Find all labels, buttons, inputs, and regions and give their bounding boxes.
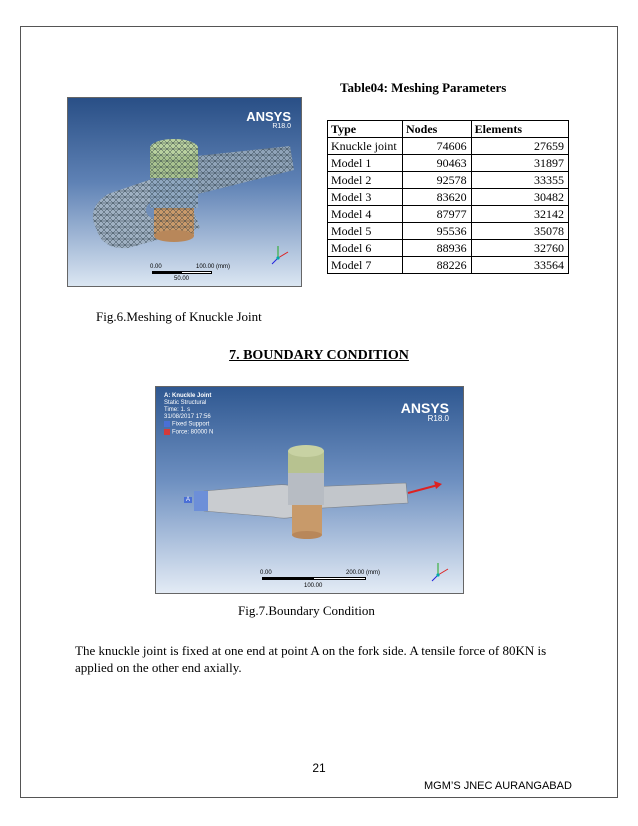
cell-type: Model 2 <box>328 172 403 189</box>
scale-right-label: 200.00 (mm) <box>346 570 381 576</box>
info-line: Time: 1. s <box>164 407 191 413</box>
ansys-version: R18.0 <box>427 414 449 423</box>
table-row <box>328 155 569 172</box>
scale-bar <box>262 577 366 580</box>
knuckle-joint-drawing <box>156 387 464 594</box>
ansys-logo-text: ANSYS <box>400 400 449 416</box>
ansys-logo-text: ANSYS <box>246 109 291 124</box>
cell-nodes: 87977 <box>403 206 472 223</box>
boundary-condition-figure-image <box>155 386 464 594</box>
scale-right-label: 100.00 (mm) <box>196 264 231 270</box>
cell-elements: 32142 <box>471 206 568 223</box>
page-number: 21 <box>312 761 326 775</box>
table-caption: Table04: Meshing Parameters <box>340 80 507 95</box>
cell-elements: 35078 <box>471 223 568 240</box>
point-a-label: A <box>186 497 191 503</box>
info-title: A: Knuckle Joint <box>164 393 212 399</box>
cell-nodes: 88936 <box>403 240 472 257</box>
scale-bar <box>152 271 212 274</box>
cell-elements: 33355 <box>471 172 568 189</box>
table-row <box>328 240 569 257</box>
cell-type: Model 1 <box>328 155 403 172</box>
meshed-knuckle-joint-drawing <box>68 98 302 287</box>
body-paragraph: The knuckle joint is fixed at one end at point A on the fork side. A tensile force of 80KN is applied on the other end axially. <box>75 643 547 675</box>
fig6-caption: Fig.6.Meshing of Knuckle Joint <box>96 309 262 324</box>
table-row <box>328 223 569 240</box>
cell-nodes: 83620 <box>403 189 472 206</box>
cell-type: Model 6 <box>328 240 403 257</box>
legend-label: Force: 80000 N <box>172 429 214 436</box>
ansys-version: R18.0 <box>272 123 291 130</box>
fig7-caption: Fig.7.Boundary Condition <box>238 603 375 618</box>
cell-elements: 30482 <box>471 189 568 206</box>
footer-text: MGM’S JNEC AURANGABAD <box>424 780 572 792</box>
cell-nodes: 88226 <box>403 257 472 274</box>
info-line: 31/08/2017 17:56 <box>164 414 211 420</box>
cell-type: Model 7 <box>328 257 403 274</box>
legend-label: Fixed Support <box>172 421 210 428</box>
table-row <box>328 189 569 206</box>
cell-nodes: 74606 <box>403 138 472 155</box>
cell-elements: 27659 <box>471 138 568 155</box>
cell-elements: 32760 <box>471 240 568 257</box>
scale-mid-label: 50.00 <box>174 276 190 282</box>
cell-type: Knuckle joint <box>328 138 403 155</box>
table-header-row <box>328 121 569 138</box>
header-elements: Elements <box>471 121 568 138</box>
cell-nodes: 92578 <box>403 172 472 189</box>
mesh-figure-image <box>67 97 302 287</box>
cell-type: Model 5 <box>328 223 403 240</box>
cell-nodes: 90463 <box>403 155 472 172</box>
cell-elements: 31897 <box>471 155 568 172</box>
table-row <box>328 172 569 189</box>
table-row <box>328 206 569 223</box>
scale-left-label: 0.00 <box>150 264 162 270</box>
cell-nodes: 95536 <box>403 223 472 240</box>
cell-type: Model 3 <box>328 189 403 206</box>
cell-type: Model 4 <box>328 206 403 223</box>
scale-left-label: 0.00 <box>260 570 272 576</box>
scale-mid-label: 100.00 <box>304 583 323 589</box>
cell-elements: 33564 <box>471 257 568 274</box>
info-line: Static Structural <box>164 400 207 406</box>
header-nodes: Nodes <box>403 121 472 138</box>
header-type: Type <box>328 121 403 138</box>
table-row <box>328 257 569 274</box>
meshing-parameters-table <box>327 120 569 274</box>
section-heading: 7. BOUNDARY CONDITION <box>229 348 409 363</box>
table-row <box>328 138 569 155</box>
